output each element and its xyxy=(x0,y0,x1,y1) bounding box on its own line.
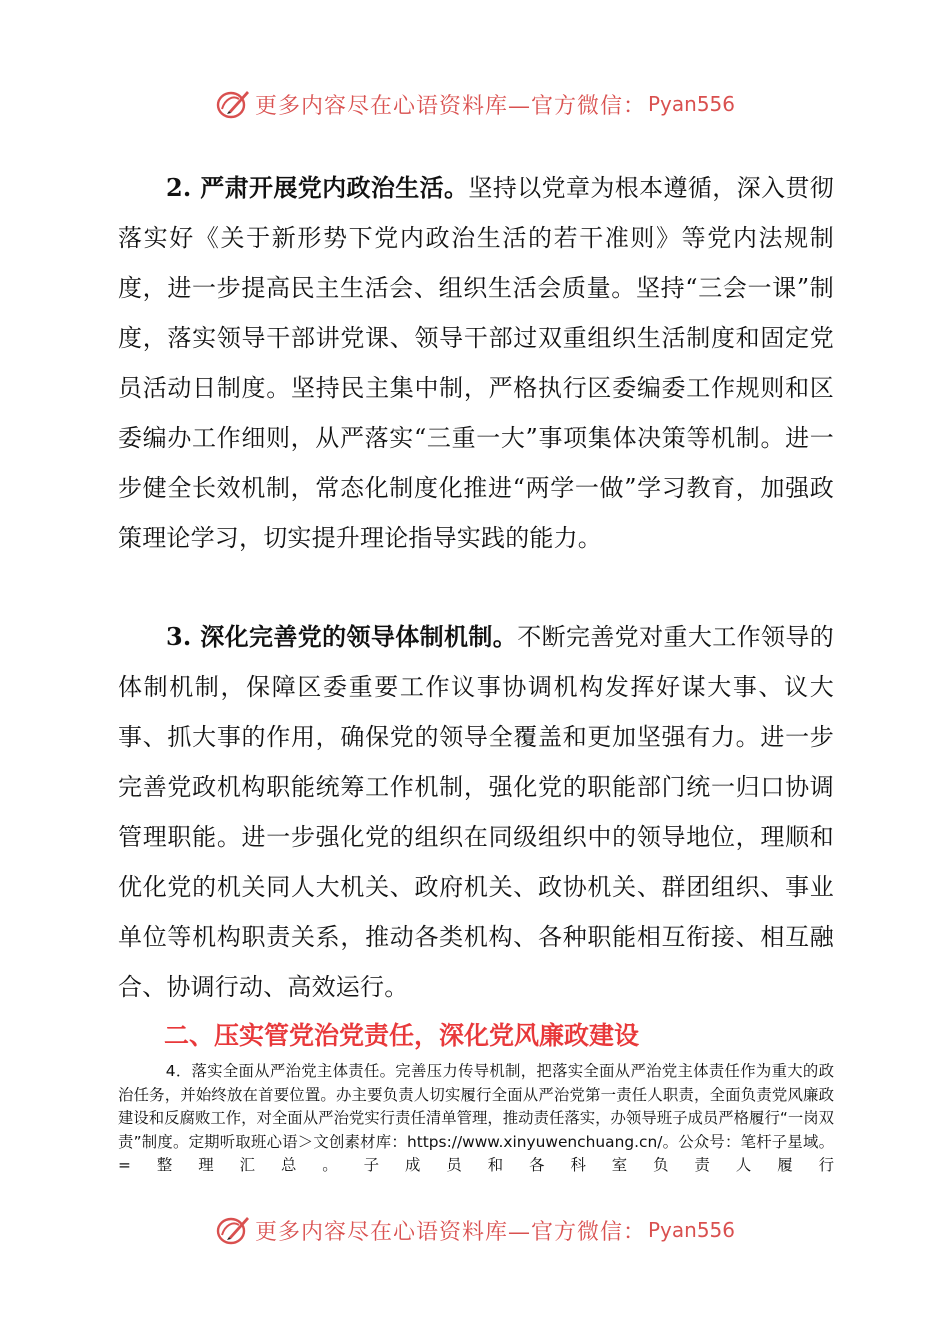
paragraph-3-text: 不断完善党对重大工作领导的体制机制，保障区委重要工作议事协调机构发挥好谋大事、议大事、抓大事的作用，确保党的领导全覆盖和更加坚强有力。进一步完善党政机构职能统筹工作机制，强化党的职能部门统一归口协调管理职能。进一步强化党的组织在同级组织中的领导地位，理顺和优化党的机关同人大机关、政府机关、政协机关、群团组织、事业单位等机构职责关系，推动各类机构、各种职能相互衔接、相互融合、协调行动、高效运行。 xyxy=(118,623,834,1001)
section-heading: 二、压实管党治党责任，深化党风廉政建设 xyxy=(164,1021,640,1050)
paragraph-3 xyxy=(118,612,834,1012)
footer-banner xyxy=(0,1210,950,1250)
header-wechat-id: Pyan556 xyxy=(648,92,736,116)
paragraph-2-lead: 2. 严肃开展党内政治生活。 xyxy=(166,173,469,202)
footer-banner-text: 更多内容尽在心语资料库—官方微信： xyxy=(254,1219,646,1245)
paragraph-2 xyxy=(118,163,834,563)
paragraph-4 xyxy=(118,1060,834,1178)
pen-logo-icon xyxy=(215,87,251,121)
header-banner xyxy=(0,84,950,124)
paragraph-3-lead: 3. 深化完善党的领导体制机制。 xyxy=(166,622,518,651)
paragraph-2-text: 坚持以党章为根本遵循，深入贯彻落实好《关于新形势下党内政治生活的若干准则》等党内法规制度，进一步提高民主生活会、组织生活会质量。坚持“三会一课”制度，落实领导干部讲党课、领导干部过双重组织生活制度和固定党员活动日制度。坚持民主集中制，严格执行区委编委工作规则和区委编办工作细则，从严落实“三重一大”事项集体决策等机制。进一步健全长效机制，常态化制度化推进“两学一做”学习教育，加强政策理论学习，切实提升理论指导实践的能力。 xyxy=(118,174,834,552)
paragraph-4-text: 4．落实全面从严治党主体责任。完善压力传导机制，把落实全面从严治党主体责任作为重大的政治任务，并始终放在首要位置。办主要负责人切实履行全面从严治党第一责任人职责，全面负责党风廉政建设和反腐败工作，对全面从严治党实行责任清单管理，推动责任落实，办领导班子成员严格履行“一岗双责”制度。定期听取班心语＞文创素材库：https://www.xinyuwenchuang.cn/。公众号：笔杆子星域。=整理汇总。子成员和各科室负责人履行 xyxy=(118,1062,834,1174)
footer-wechat-id: Pyan556 xyxy=(648,1218,736,1242)
header-banner-text: 更多内容尽在心语资料库—官方微信： xyxy=(254,93,646,119)
pen-logo-icon xyxy=(215,1213,251,1247)
